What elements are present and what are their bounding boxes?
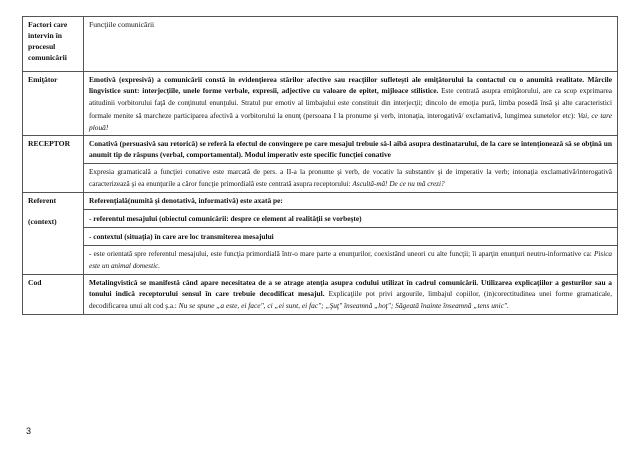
conative-example: Ascultă-mă! De ce nu mă crezi? <box>352 179 445 188</box>
conative-normal-text: Expresia gramaticală a funcţiei conative este marcată de pers. a II-a la pronume şi verb, de vocativ la substantiv şi de imperativ la verb; intonaţia exclamativă/interogativă caracterizează şi ea enunţurile a căror funcţie primordială este centrată asupra receptorului: <box>89 168 612 188</box>
factor-cell <box>23 136 84 193</box>
referential-line-1: Referenţială(numită şi denotativă, informativă) este axată pe: <box>89 195 283 205</box>
function-cell <box>84 192 618 274</box>
factor-cell <box>23 274 84 315</box>
metalinguistic-example: Nu se spune „a este, ei face", ci „ei sunt, ei fac"; „Şuţ" înseamnă „hoţ"; Săgeată înainte înseamnă „tens unic". <box>178 301 509 311</box>
functions-table <box>22 16 618 315</box>
factor-cell <box>23 192 84 274</box>
header-factors-cell <box>23 17 84 72</box>
factor-cell <box>23 72 84 136</box>
referential-line-3: - contextul (situaţia) în care are loc transmiterea mesajului <box>89 232 274 242</box>
table-header-row <box>23 17 618 72</box>
table-row-cod <box>23 274 618 315</box>
referential-example: Pisica este un animal domestic. <box>89 250 612 270</box>
function-cell <box>84 274 618 315</box>
referential-line-2: - referentul mesajului (obiectul comunicării: despre ce element al realităţii se vorbeşte) <box>89 214 362 224</box>
divider <box>84 245 617 246</box>
metalinguistic-definition <box>89 277 612 313</box>
factor-label: RECEPTOR <box>28 139 71 149</box>
header-functions-label: Funcţiile comunicării <box>89 20 155 29</box>
header-factors-label: Factori care intervin în procesul comunicării <box>28 20 68 62</box>
function-cell <box>84 136 618 193</box>
metalinguistic-normal-text: Explicaţiile pot privi argourile, limbajul copiilor, (in)corectitudinea unei forme gramaticale, decodificarea unui alt cod ş.a.: <box>89 290 612 311</box>
page-number: 3 <box>26 426 32 436</box>
factor-label: Referent <box>28 195 57 205</box>
table-row-receptor <box>23 136 618 193</box>
metalinguistic-bold-text: Metalingvistică se manifestă când apare necesitatea de a se atrage atenţia asupra codului utilizat în cadrul comunicării. Utilizarea explicaţiilor a gesturilor sau a tonului indică receptorului sensul în care trebuie decodificat mesajul. <box>89 277 612 299</box>
emotive-definition <box>89 74 612 133</box>
conative-explanation <box>89 167 612 189</box>
factor-label: Cod <box>28 277 42 287</box>
divider <box>84 227 617 228</box>
function-cell <box>84 72 618 136</box>
factor-label: Emiţător <box>28 75 58 84</box>
referential-normal-text: - este orientată spre referentul mesajului, este funcţia primordială într-o mare parte a enunţurilor, coexistând uneori cu alte funcţii; îi aparţin enunţuri neutru-informative ca: <box>89 250 592 259</box>
emotive-normal-text: Este centrată asupra emiţătorului, are ca scop exprimarea atitudinii vorbitorului faţă de conţinutul enunţului. Stratul pur emotiv al limbajului este constituit din interjecţii; dincolo de emoţia pură, limba posedă însă şi alte caracteristici formale menite să marcheze participarea afectivă a vorbitorului la enunţ (persoana I la pronume şi verb, intonaţia, interogativă/ exclamativă, lungimea sunetelor etc): <box>89 87 612 120</box>
conative-bold-text: Conativă (persuasivă sau retorică) se referă la efectul de convingere pe care mesajul trebuie să-l aibă asupra destinatarului, de la care se intenţionează să se obţină un anumit tip de răspuns (verbal, comportamental). Modul imperativ este specific funcţiei conative <box>89 139 612 160</box>
table-row-emitator <box>23 72 618 136</box>
referential-explanation <box>89 249 612 271</box>
table-row-referent <box>23 192 618 274</box>
factor-sublabel: (context) <box>28 216 57 226</box>
emotive-example: Vai, ce tare plouă! <box>89 110 612 132</box>
header-functions-cell <box>84 17 618 72</box>
divider <box>84 209 617 210</box>
divider <box>84 163 617 164</box>
emotive-bold-text: Emotivă (expresivă) a comunicării constă în evidenţierea stărilor afective sau reacţiilor sufleteşti ale emiţătorului la contactul cu o anumită realitate. Mărcile lingvistice sunt: interjecţiile, unele forme verbale, expresii, adjective cu valoare de epitet, mijloace stilistice. <box>89 75 612 96</box>
